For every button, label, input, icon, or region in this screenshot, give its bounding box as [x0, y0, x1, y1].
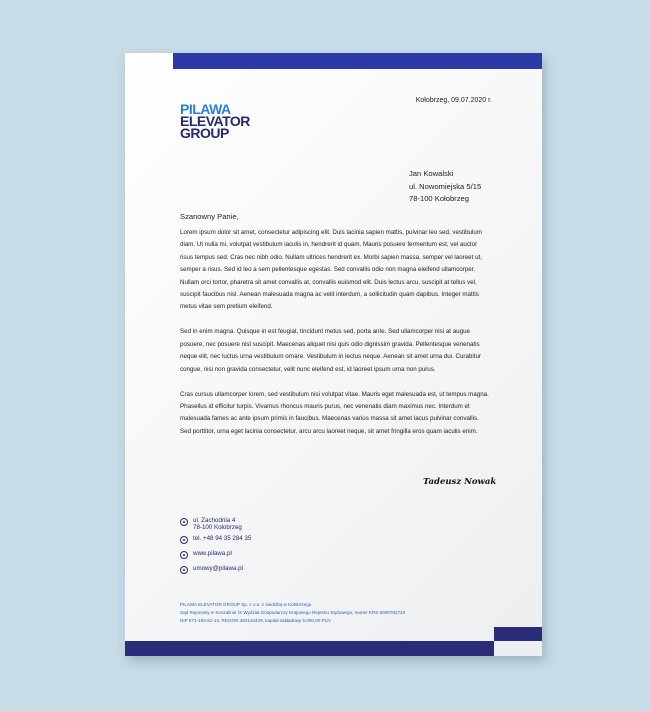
- location-icon: [180, 518, 188, 526]
- recipient-address: [409, 168, 481, 206]
- letter-body: [180, 227, 490, 451]
- letterhead-sheet: [125, 53, 542, 656]
- recipient-city: 78-100 Kołobrzeg: [409, 194, 469, 203]
- contact-email-row: [180, 565, 251, 574]
- contact-address-row: [180, 517, 251, 531]
- body-paragraph-1: Lorem ipsum dolor sit amet, consectetur adipiscing elit. Duis lacinia sapien mattis, pulvinar leo sed, vestibulum diam. Ut nulla mi, volutpat vestibulum iaculis in, hendrerit id quam. Mauris posuere fermentum est, vel auctor risus tempus sed. Cras nec nibh odio. Nullam ultrices hendrerit ex. Morbi sapien massa, semper vel laoreet ut, semper a risus. Sed id leo a sem pellentesque egestas. Sed convallis odio non magna eleifend ullamcorper. Nullam orci tortor, pharetra sit amet convallis at, convallis euismod elit. Duis lectus arcu, suscipit at tellus vel, suscipit faucibus nisl. Aenean malesuada magna ac velit interdum, a sollicitudin quam dapibus. Integer mattis metus vitae sem pretium eleifend.: [180, 229, 482, 311]
- recipient-name: Jan Kowalski: [409, 169, 454, 178]
- bottom-accent-square: [494, 627, 542, 641]
- signature: Tadeusz Nowak: [423, 477, 497, 487]
- logo-line-3: GROUP: [180, 125, 229, 141]
- bottom-accent-bar: [125, 641, 494, 656]
- greeting: Szanowny Panie,: [180, 212, 239, 221]
- contact-web-row: [180, 550, 251, 559]
- logo-line-1: PILAWA: [180, 101, 231, 117]
- body-paragraph-3: Cras cursus ullamcorper lorem, sed vestibulum nisi volutpat vitae. Mauris eget malesuada est, ut tempus magna. Phasellus id efficitur turpis. Vivamus rhoncus mauris purus, nec venenatis diam maximus nec. Interdum et malesuada fames ac ante ipsum primis in faucibus. Maecenas varius massa sit amet lacus pulvinar convallis. Sed porttitor, urna eget lacinia consectetur, arcu arcu laoreet neque, sit amet fringilla eros quam iaculis enim.: [180, 390, 489, 435]
- footer-line-1: PILAWA ELEVATOR GROUP Sp. z o.o. z siedzibą w Kołobrzegu: [180, 602, 312, 607]
- contact-address-line2: 78-100 Kołobrzeg: [193, 524, 242, 531]
- logo-line-2: ELEVATOR: [180, 113, 250, 129]
- letter-date: Kołobrzeg, 09.07.2020 r.: [415, 97, 492, 104]
- globe-icon: [180, 551, 188, 559]
- top-accent-bar: [173, 53, 542, 69]
- footer-line-2: Sąd Rejonowy w Koszalinie IX Wydział Gospodarczy Krajowego Rejestru Sądowego, numer KRS 0000782724: [180, 610, 406, 615]
- recipient-street: ul. Nowomiejska 5/15: [409, 181, 482, 191]
- contact-phone: tel. +48 94 35 284 35: [193, 535, 252, 542]
- email-icon: [180, 566, 188, 574]
- contact-block: [180, 517, 251, 574]
- contact-address-line1: ul. Zachodnia 4: [193, 517, 236, 524]
- footer-line-3: NIP 671-183-81-14, REGON 383143429, kapitał zakładowy 5.000,00 PLN: [180, 618, 331, 623]
- company-logo: [180, 103, 250, 139]
- body-paragraph-2: Sed in enim magna. Quisque in est feugiat, tincidunt metus sed, porta ante. Sed ullamcorper nisi at augue posuere, nec posuere nisl suscipit. Maecenas aliquet nisi quis odio dignissim gravida. Pellentesque venenatis neque elit, nec luctus urna vestibulum ornare. Vestibulum in lectus neque. Aenean sit amet urna dui. Curabitur congue, nisi non gravida consectetur, velit nunc eleifend est, id laoreet ipsum urna non purus.: [180, 328, 481, 373]
- contact-web[interactable]: www.pilawa.pl: [193, 550, 232, 557]
- phone-icon: [180, 536, 188, 544]
- contact-email[interactable]: umowy@pilawa.pl: [193, 565, 243, 572]
- contact-phone-row: [180, 535, 251, 544]
- company-footer: [180, 601, 405, 625]
